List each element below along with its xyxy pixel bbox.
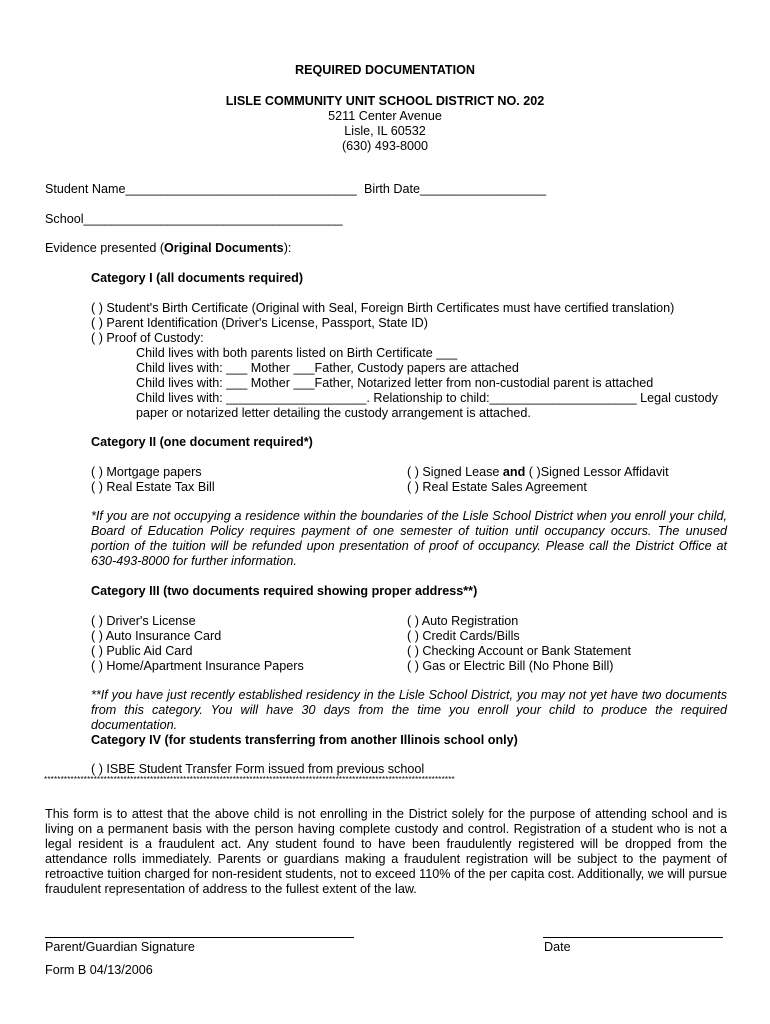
cat3-item-public-aid[interactable]: ( ) Public Aid Card [91, 644, 193, 658]
lessor-affidavit-text: ( )Signed Lessor Affidavit [525, 465, 669, 479]
cat3-item-auto-registration[interactable]: ( ) Auto Registration [407, 614, 519, 628]
category-4-heading: Category IV (for students transferring from another Illinois school only) [91, 733, 518, 747]
district-phone: (630) 493-8000 [341, 139, 429, 153]
form-id-footer: Form B 04/13/2006 [45, 963, 153, 977]
cat3-item-auto-insurance[interactable]: ( ) Auto Insurance Card [91, 629, 222, 643]
evidence-suffix: ): [283, 241, 292, 255]
district-address-line1: 5211 Center Avenue [328, 109, 442, 123]
lease-and: and [502, 465, 526, 479]
cat1-item-birth-certificate[interactable]: ( ) Student's Birth Certificate (Original with Seal, Foreign Birth Certificates must have certified translation) [91, 301, 675, 315]
category-1-heading: Category I (all documents required) [91, 271, 304, 285]
school-field[interactable]: School_____________________________________ [45, 212, 343, 226]
date-line[interactable] [543, 937, 723, 938]
cat1-item-parent-id[interactable]: ( ) Parent Identification (Driver's License, Passport, State ID) [91, 316, 428, 330]
birth-date-field[interactable]: Birth Date__________________ [364, 182, 547, 196]
category-2-heading: Category II (one document required*) [91, 435, 313, 449]
cat2-item-mortgage[interactable]: ( ) Mortgage papers [91, 465, 202, 479]
cat3-item-credit-cards[interactable]: ( ) Credit Cards/Bills [407, 629, 520, 643]
custody-option-relationship[interactable]: Child lives with: ____________________. Relationship to child:_____________________ Legal custody [136, 391, 718, 405]
cat2-item-sales-agreement[interactable]: ( ) Real Estate Sales Agreement [407, 480, 587, 494]
evidence-label [45, 241, 291, 256]
custody-option-relationship-cont: paper or notarized letter detailing the custody arrangement is attached. [136, 406, 531, 420]
parent-signature-label: Parent/Guardian Signature [45, 940, 195, 954]
cat3-note: **If you have just recently established residency in the Lisle School District, you may not yet have two documents from this category. You will have 30 days from the time you enroll your child to produce the required documentation. [91, 688, 727, 732]
custody-option-notarized-letter[interactable]: Child lives with: ___ Mother ___Father, Notarized letter from non-custodial parent is attached [136, 376, 654, 390]
cat3-item-utility-bill[interactable]: ( ) Gas or Electric Bill (No Phone Bill) [407, 659, 614, 673]
parent-signature-line[interactable] [45, 937, 354, 938]
cat2-item-tax-bill[interactable]: ( ) Real Estate Tax Bill [91, 480, 215, 494]
cat3-item-home-insurance[interactable]: ( ) Home/Apartment Insurance Papers [91, 659, 304, 673]
evidence-prefix: Evidence presented ( [45, 241, 165, 255]
custody-option-both-parents[interactable]: Child lives with both parents listed on Birth Certificate ___ [136, 346, 458, 360]
attestation-paragraph: This form is to attest that the above child is not enrolling in the District solely for the purpose of attending school and is living on a permanent basis with the person having complete custody and control. Registration of a student who is not a legal resident is a fraudulent act. Any student found to have been fraudulently registered will be dropped from the attendance rolls immediately. Parents or guardians making a fraudulent registration will be subject to the payment of retroactive tuition charged for non-resident students, not to exceed 110% of the per capita cost. Additionally, we will pursue fraudulent representation of address to the fullest extent of the law. [45, 807, 727, 896]
lease-text: ( ) Signed Lease [407, 465, 503, 479]
date-label: Date [544, 940, 571, 954]
cat3-item-drivers-license[interactable]: ( ) Driver's License [91, 614, 196, 628]
page-title: REQUIRED DOCUMENTATION [294, 63, 476, 77]
cat2-note: *If you are not occupying a residence within the boundaries of the Lisle School District when you enroll your child, Board of Education Policy requires payment of one semester of tuition until occupancy occurs. The unused portion of the tuition will be refunded upon presentation of proof of occupancy. Please call the District Office at 630-493-8000 for further information. [91, 509, 727, 568]
district-address-line2: Lisle, IL 60532 [344, 124, 426, 138]
cat1-item-proof-custody[interactable]: ( ) Proof of Custody: [91, 331, 204, 345]
cat3-item-bank-statement[interactable]: ( ) Checking Account or Bank Statement [407, 644, 631, 658]
student-name-field[interactable]: Student Name_________________________________ [45, 182, 357, 196]
asterisk-separator: **************************************************************************************************************************** [44, 775, 455, 784]
cat2-item-lease[interactable] [407, 465, 669, 480]
district-name: LISLE COMMUNITY UNIT SCHOOL DISTRICT NO. 202 [225, 94, 545, 108]
custody-option-custody-papers[interactable]: Child lives with: ___ Mother ___Father, Custody papers are attached [136, 361, 519, 375]
evidence-original-docs: Original Documents [164, 241, 284, 255]
cat4-item-isbe-form[interactable]: ( ) ISBE Student Transfer Form issued from previous school [91, 762, 425, 776]
category-3-heading: Category III (two documents required showing proper address**) [91, 584, 478, 598]
